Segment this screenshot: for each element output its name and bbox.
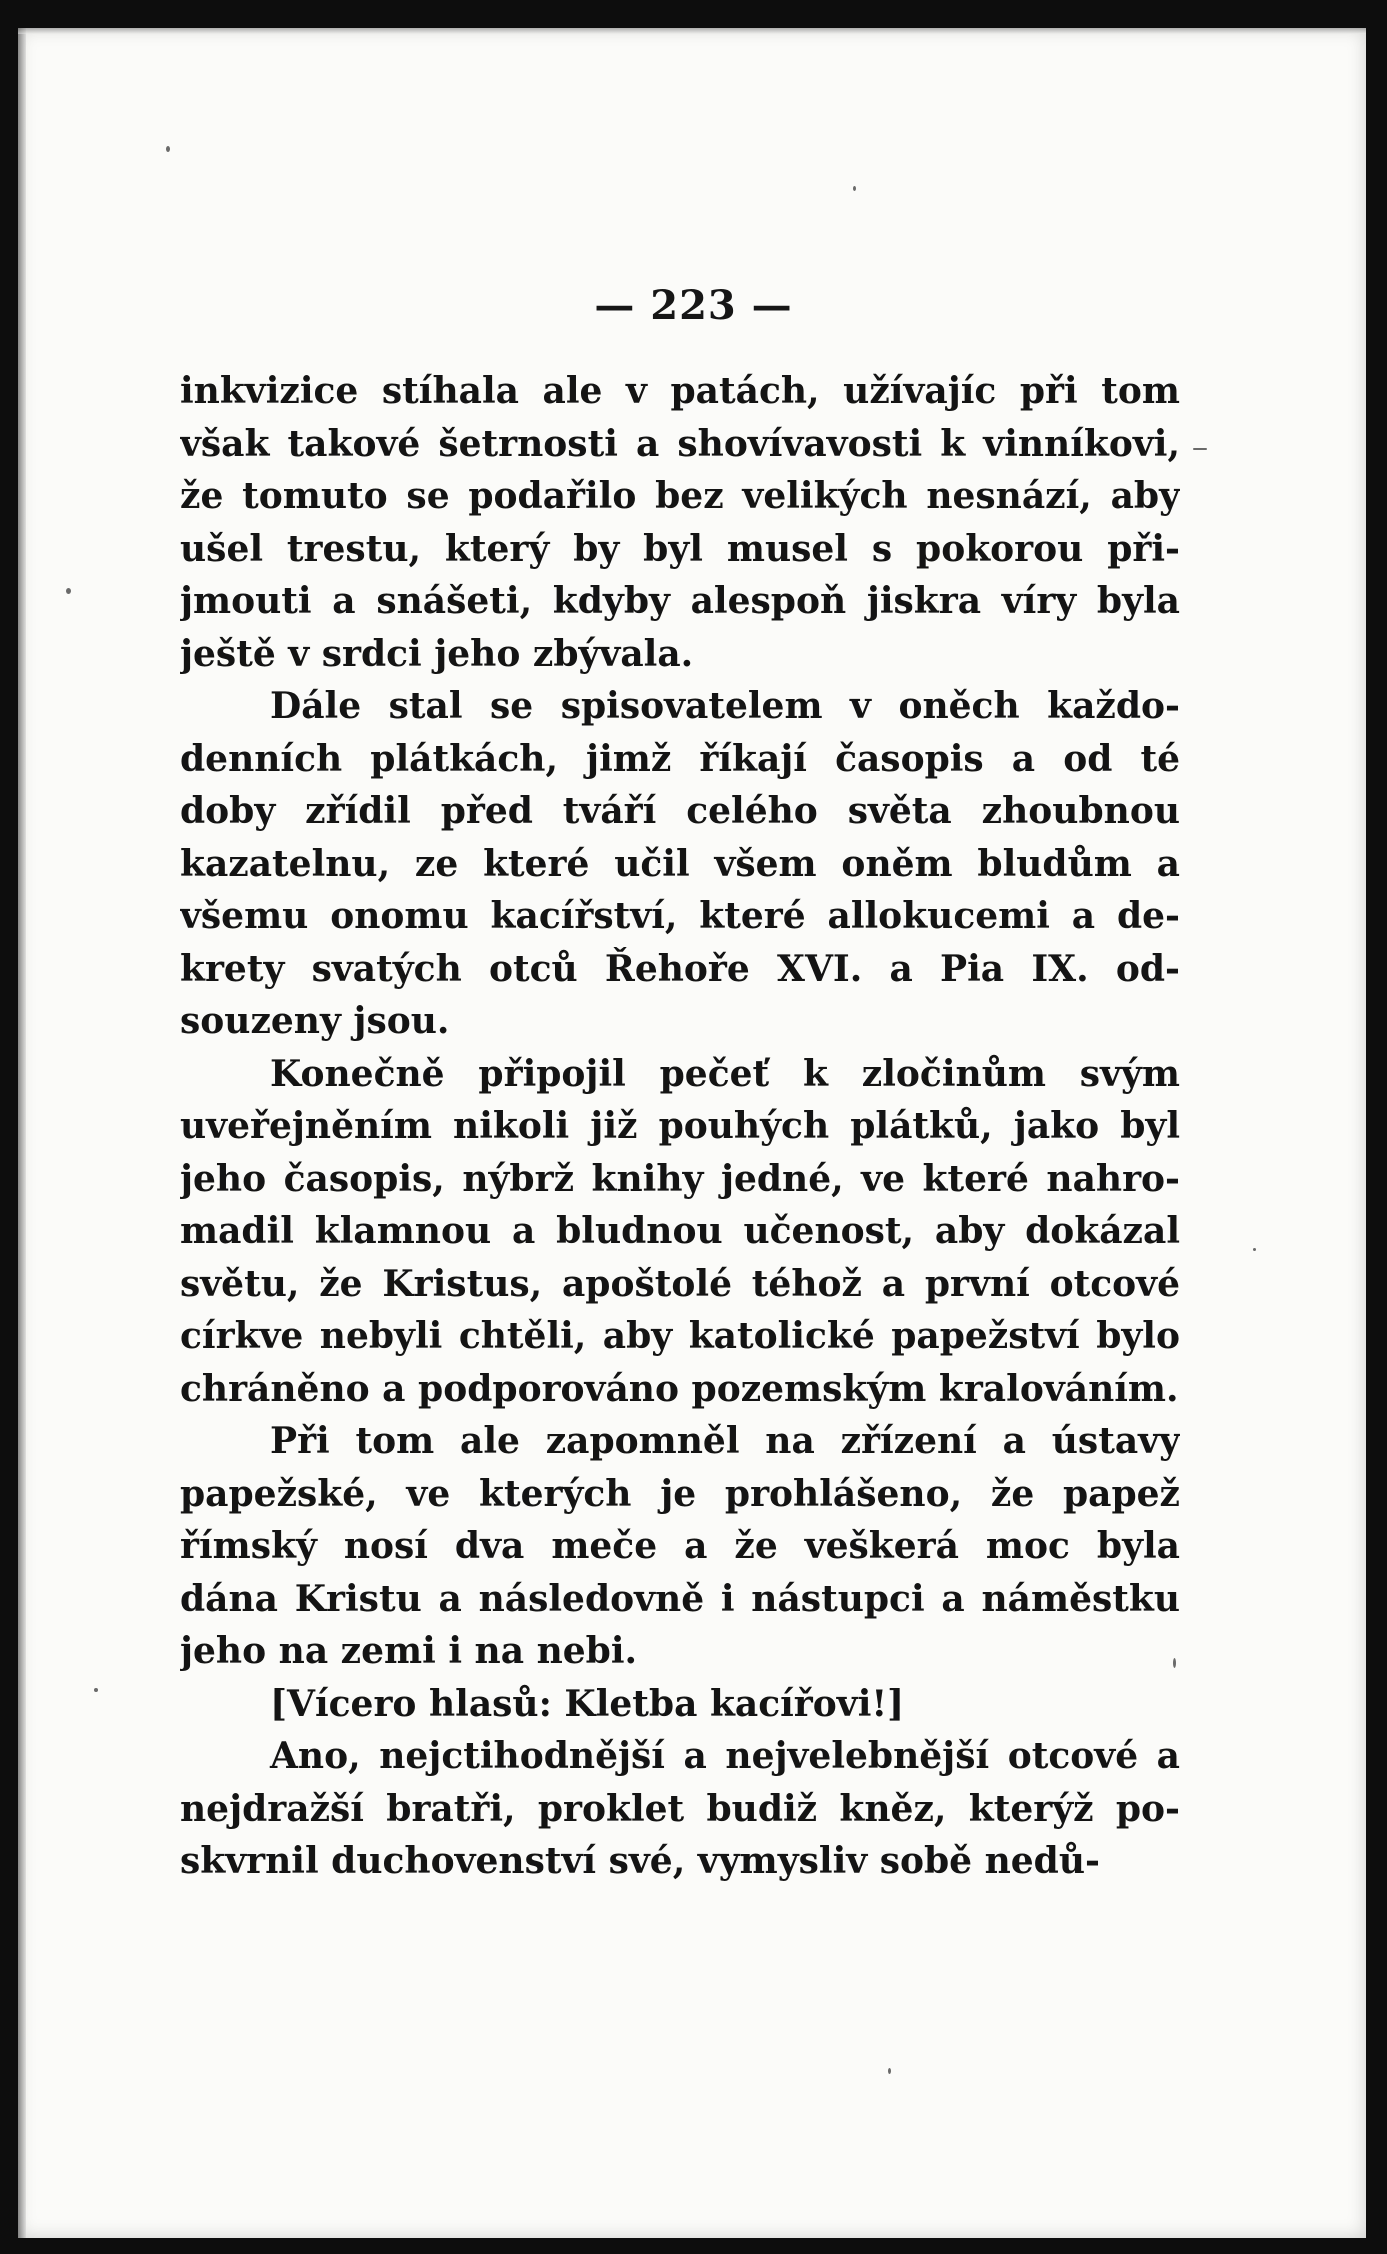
text-line: inkvizice stíhala ale v patách, užívajíc při tom: [180, 370, 1180, 412]
text-line: chráněno a podporováno pozemským kralováním.: [180, 1367, 1179, 1410]
page-top-edge: [18, 28, 1366, 34]
text-line: doby zřídil před tváří celého světa zhoubnou: [180, 790, 1180, 832]
text-line: ušel trestu, který by byl musel s pokorou při-: [180, 527, 1180, 570]
text-line: světu, že Kristus, apoštolé téhož a první otcové: [180, 1262, 1180, 1305]
text-line: skvrnil duchovenství své, vymysliv sobě nedů-: [180, 1840, 1100, 1882]
paper-speck: [853, 186, 856, 191]
text-line: souzeny jsou.: [180, 1000, 450, 1042]
text-line: papežské, ve kterých je prohlášeno, že papež: [180, 1472, 1180, 1515]
text-line: krety svatých otců Řehoře XVI. a Pia IX. od-: [180, 947, 1180, 990]
paper-speck: [1193, 448, 1207, 450]
paper-speck: [166, 146, 170, 152]
text-line: dána Kristu a následovně i nástupci a náměstku: [180, 1577, 1180, 1620]
text-line: ještě v srdci jeho zbývala.: [180, 632, 694, 675]
page-number: — 223 —: [594, 282, 793, 329]
text-line: že tomuto se podařilo bez velikých nesnází, aby: [180, 475, 1180, 517]
text-line: Dále stal se spisovatelem v oněch každo-: [270, 685, 1180, 727]
text-line: kazatelnu, ze které učil všem oněm bludům a: [180, 842, 1180, 885]
text-line: nejdražší bratři, proklet budiž kněz, kterýž po-: [180, 1787, 1180, 1830]
text-line: jeho na zemi i na nebi.: [180, 1630, 638, 1672]
paper-speck: [94, 1688, 98, 1692]
paper-speck: [888, 2068, 891, 2074]
text-line: římský nosí dva meče a že veškerá moc byla: [180, 1525, 1180, 1567]
text-line: denních plátkách, jimž říkají časopis a od té: [180, 737, 1180, 780]
text-line: všemu onomu kacířství, které allokucemi a de-: [180, 895, 1180, 937]
body-text: [180, 365, 1180, 1888]
text-line: Při tom ale zapomněl na zřízení a ústavy: [270, 1420, 1180, 1462]
text-line: [Vícero hlasů: Kletba kacířovi!]: [270, 1682, 905, 1725]
text-line: však takové šetrnosti a shovívavosti k vinníkovi,: [180, 422, 1180, 465]
text-line: Konečně připojil pečeť k zločinům svým: [270, 1052, 1180, 1095]
text-line: madil klamnou a bludnou učenost, aby dokázal: [180, 1210, 1180, 1252]
text-line: jmouti a snášeti, kdyby alespoň jiskra víry byla: [180, 580, 1180, 622]
page-binding-edge: [18, 28, 26, 2238]
text-line: církve nebyli chtěli, aby katolické papežství bylo: [180, 1315, 1180, 1357]
text-line: Ano, nejctihodnější a nejvelebnější otcové a: [270, 1735, 1180, 1777]
text-line: uveřejněním nikoli již pouhých plátků, jako byl: [180, 1105, 1180, 1147]
paper-speck: [1253, 1248, 1256, 1251]
paper-speck: [66, 588, 71, 594]
text-line: jeho časopis, nýbrž knihy jedné, ve které nahro-: [180, 1157, 1180, 1200]
